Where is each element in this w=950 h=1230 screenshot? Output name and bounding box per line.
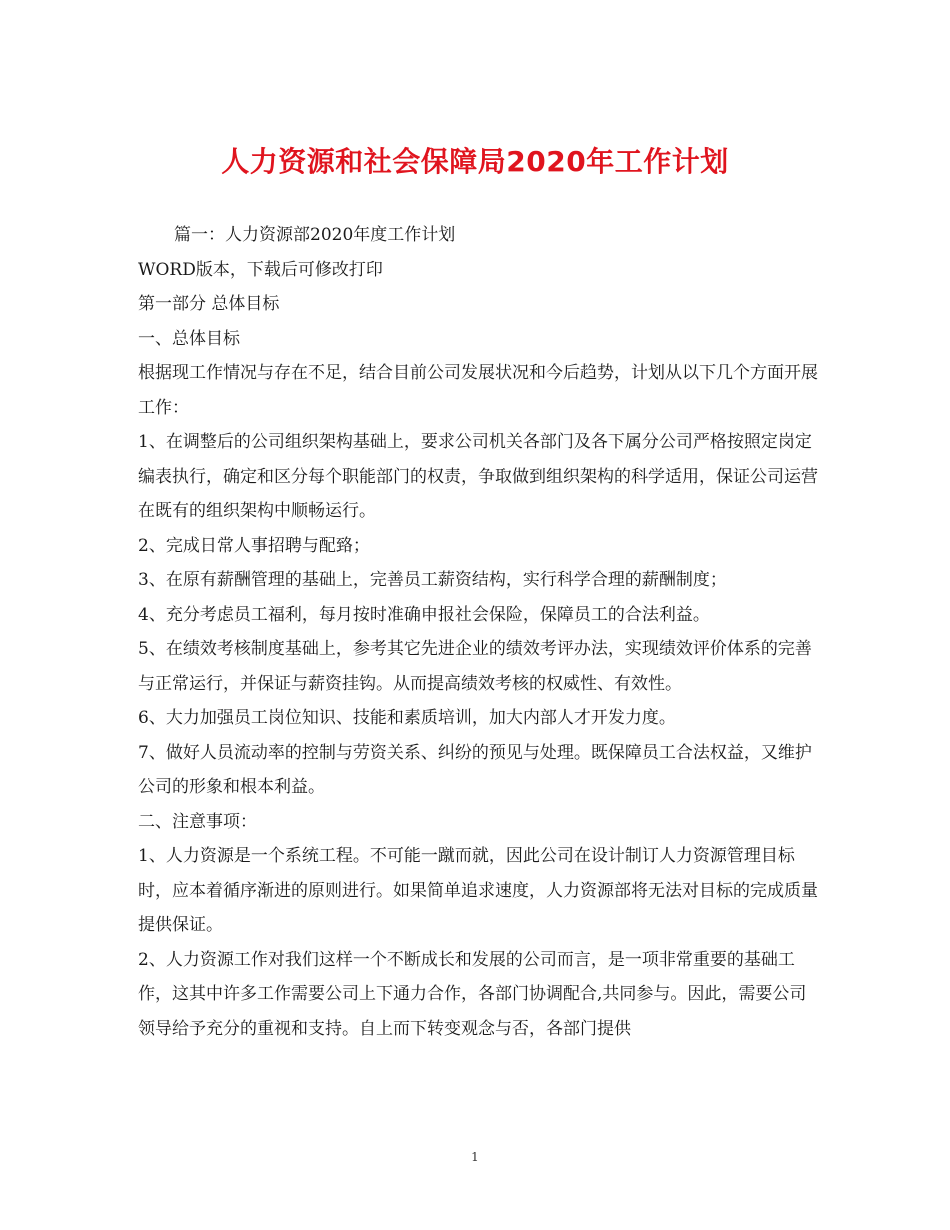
list-item: 4、充分考虑员工福利，每月按时准确申报社会保险，保障员工的合法利益。 — [138, 604, 710, 625]
list-item: 2、完成日常人事招聘与配臵； — [138, 535, 370, 556]
page-number: 1 — [471, 1150, 479, 1164]
list-item: 3、在原有薪酬管理的基础上，完善员工薪资结构，实行科学合理的薪酬制度； — [138, 570, 727, 590]
subsection-heading: 一、总体目标 — [138, 328, 240, 349]
list-item: 2、人力资源工作对我们这样一个不断成长和发展的公司而言，是一项非常重要的基础工作，这其中许多工作需要公司上下通力合作，各部门协调配合,共同参与。因此，需要公司领导给予充分的重视和支持。自上而下转变观念与否，各部门提供 — [138, 949, 807, 1039]
list-item: 5、在绩效考核制度基础上，参考其它先进企业的绩效考评办法，实现绩效评价体系的完善与正常运行，并保证与薪资挂钩。从而提高绩效考核的权威性、有效性。 — [138, 639, 812, 694]
part-heading: 第一部分 总体目标 — [138, 294, 280, 314]
paragraph: WORD版本，下载后可修改打印 — [138, 259, 383, 280]
document-body — [138, 218, 818, 1046]
paragraph: 根据现工作情况与存在不足，结合目前公司发展状况和今后趋势，计划从以下几个方面开展工作： — [138, 363, 818, 418]
section-heading: 篇一：人力资源部2020年度工作计划 — [174, 225, 456, 245]
list-item: 6、大力加强员工岗位知识、技能和素质培训，加大内部人才开发力度。 — [138, 708, 676, 728]
list-item: 1、人力资源是一个系统工程。不可能一蹴而就，因此公司在设计制订人力资源管理目标时，应本着循序渐进的原则进行。如果简单追求速度，人力资源部将无法对目标的完成质量提供保证。 — [138, 846, 818, 935]
list-item: 7、做好人员流动率的控制与劳资关系、纠纷的预见与处理。既保障员工合法权益，又维护公司的形象和根本利益。 — [138, 742, 812, 797]
document-title: 人力资源和社会保障局2020年工作计划 — [221, 145, 729, 178]
list-item: 1、在调整后的公司组织架构基础上，要求公司机关各部门及各下属分公司严格按照定岗定编表执行，确定和区分每个职能部门的权责，争取做到组织架构的科学适用，保证公司运营在既有的组织架构中顺畅运行。 — [138, 432, 818, 521]
subsection-heading: 二、注意事项： — [138, 811, 257, 832]
